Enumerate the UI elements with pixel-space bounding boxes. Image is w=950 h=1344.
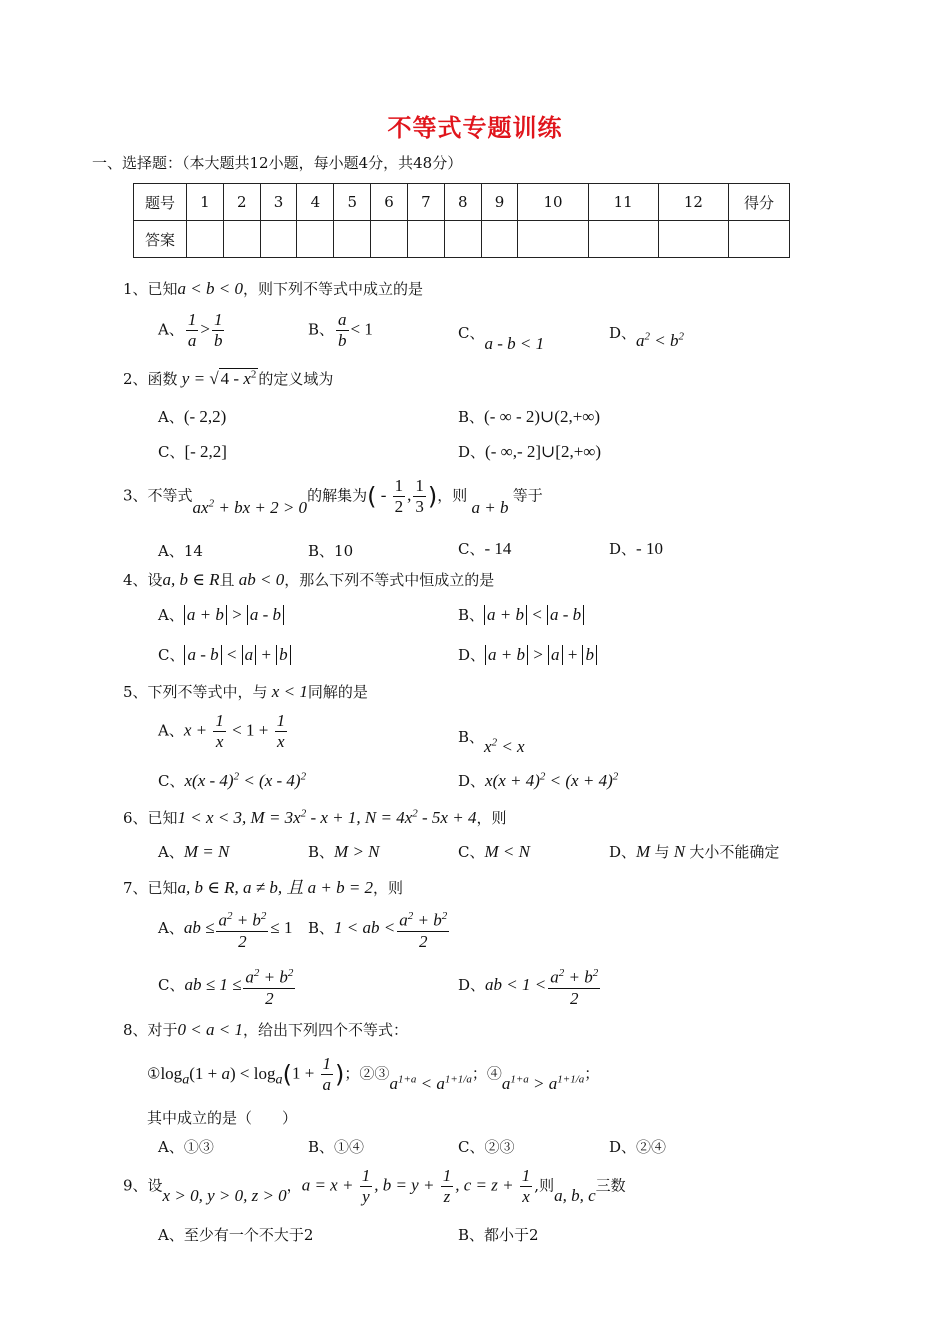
- q7-option-d: D、ab < 1 < $\frac{a^2 + b^2}{2}$: [458, 963, 602, 1009]
- answer-cell[interactable]: [297, 221, 334, 258]
- table-cell: 9: [481, 184, 518, 221]
- q5-option-a: A、x + $\frac{1}{x}$ < 1 + $\frac{1}{x}$: [158, 711, 286, 751]
- answer-cell[interactable]: [223, 221, 260, 258]
- q6-option-d: D、M 与 N 大小不能确定: [609, 842, 780, 861]
- q8-option-d: D、②④: [609, 1138, 667, 1156]
- q6-option-a: A、M = N: [158, 842, 230, 861]
- q8-option-c: C、②③: [458, 1138, 515, 1156]
- q2-option-a: A、(- 2,2): [158, 407, 227, 426]
- question-2: 2、函数 y = √ $4 - x^2$ 的定义域为: [123, 368, 334, 388]
- q8-inequalities: $①\log_a(1 + a) < \log_a(1$ + $\frac{1}{a}$ )；$②③a^{1+a} < a^{1+1/a}$；$④a^{1+a} > a^{1+1/a}$；: [147, 1054, 600, 1094]
- q3-option-c: C、- 14: [458, 539, 512, 558]
- table-cell: 10: [518, 184, 588, 221]
- table-cell: 2: [223, 184, 260, 221]
- question-1: 1、已知a < b < 0，则下列不等式中成立的是: [123, 279, 424, 298]
- q5-option-b: B、$x^2 < x$: [458, 728, 525, 756]
- answer-cell[interactable]: [334, 221, 371, 258]
- table-cell: 4: [297, 184, 334, 221]
- answer-cell[interactable]: [187, 221, 224, 258]
- q4-option-c: C、 a - b < a + b: [158, 644, 291, 665]
- q4-option-d: D、 a + b > a + b: [458, 644, 597, 665]
- q3-option-d: D、- 10: [609, 539, 663, 558]
- q3-option-b: B、10: [308, 542, 354, 560]
- answer-cell[interactable]: [481, 221, 518, 258]
- q6-option-b: B、M > N: [308, 842, 380, 861]
- q9-option-a: A、至少有一个不大于2: [158, 1226, 314, 1244]
- question-4: 4、设a, b ∈ R且 ab < 0，那么下列不等式中恒成立的是: [123, 570, 495, 589]
- section-heading: 一、选择题：（本大题共12小题，每小题4分，共48分）: [92, 154, 463, 172]
- q2-option-b: B、(- ∞ - 2)∪(2,+∞): [458, 407, 601, 426]
- q8-option-b: B、①④: [308, 1138, 365, 1156]
- q2-option-c: C、[- 2,2]: [158, 442, 227, 461]
- table-cell: 11: [588, 184, 658, 221]
- table-cell: 题号: [134, 184, 187, 221]
- q7-option-a: A、ab ≤ $\frac{a^2 + b^2}{2}$ ≤ 1: [158, 906, 293, 952]
- answer-cell[interactable]: [444, 221, 481, 258]
- answer-table: [133, 183, 790, 258]
- table-row: [134, 221, 790, 258]
- q8-option-a: A、①③: [158, 1138, 214, 1156]
- question-5: 5、下列不等式中，与 x < 1同解的是: [123, 682, 368, 701]
- q1-option-b: B、 $\frac{a}{b}$ < 1: [308, 310, 373, 350]
- question-8: 8、对于0 < a < 1，给出下列四个不等式：: [123, 1020, 409, 1039]
- question-3: 3、不等式$ax^2$ + bx + 2 > 0的解集为( - $\frac{1}{2}$ , $\frac{1}{3}$ )，则 a + b 等于: [123, 476, 543, 517]
- answer-cell[interactable]: [371, 221, 408, 258]
- table-cell: 8: [444, 184, 481, 221]
- score-cell[interactable]: [729, 221, 790, 258]
- table-cell: 6: [371, 184, 408, 221]
- q9-option-b: B、都小于2: [458, 1226, 539, 1244]
- answer-cell[interactable]: [407, 221, 444, 258]
- answer-cell[interactable]: [658, 221, 728, 258]
- question-6: 6、已知1 < x < 3, $M = 3x^2 - x + 1$, $N = 4x^2 - 5x + 4$，则: [123, 807, 507, 827]
- answer-cell[interactable]: [260, 221, 297, 258]
- table-cell: 答案: [134, 221, 187, 258]
- q6-option-c: C、M < N: [458, 842, 530, 861]
- answer-cell[interactable]: [518, 221, 588, 258]
- q1-option-a: A、 $\frac{1}{a}$ > $\frac{1}{b}$: [158, 310, 223, 350]
- table-cell: 7: [407, 184, 444, 221]
- q3-option-a: A、14: [158, 542, 203, 560]
- q1-option-d: D、$a^2 < b^2$: [609, 324, 685, 350]
- q5-option-c: C、x(x - 4)$^2$ < (x - 4)$^2$: [158, 770, 307, 790]
- question-9: 9、设x > 0, y > 0, z > 0，a = x + $\frac{1}{y}$ , b = y + $\frac{1}{z}$ , c = z + $\frac{1}{x}$ ,则a, b, c三数: [123, 1166, 626, 1206]
- q4-option-b: B、 a + b < a - b: [458, 604, 584, 625]
- q2-option-d: D、(- ∞,- 2]∪[2,+∞): [458, 442, 602, 461]
- q7-option-c: C、ab ≤ 1 ≤ $\frac{a^2 + b^2}{2}$: [158, 963, 297, 1009]
- table-cell: 3: [260, 184, 297, 221]
- answer-cell[interactable]: [588, 221, 658, 258]
- q8-subprompt: 其中成立的是（ ）: [147, 1109, 298, 1127]
- q7-option-b: B、1 < ab < $\frac{a^2 + b^2}{2}$: [308, 906, 451, 952]
- table-cell: 5: [334, 184, 371, 221]
- table-cell: 得分: [729, 184, 790, 221]
- q1-option-c: C、a - b < 1: [458, 324, 545, 353]
- q4-option-a: A、 a + b > a - b: [158, 604, 284, 625]
- table-cell: 12: [658, 184, 728, 221]
- q5-option-d: D、$x(x + 4)^2 < (x + 4)^2$: [458, 770, 619, 790]
- table-cell: 1: [187, 184, 224, 221]
- page-title: 不等式专题训练: [387, 114, 563, 142]
- table-row: [134, 184, 790, 221]
- question-7: 7、已知a, b ∈ R, a ≠ b, 且 a + b = 2，则: [123, 878, 404, 897]
